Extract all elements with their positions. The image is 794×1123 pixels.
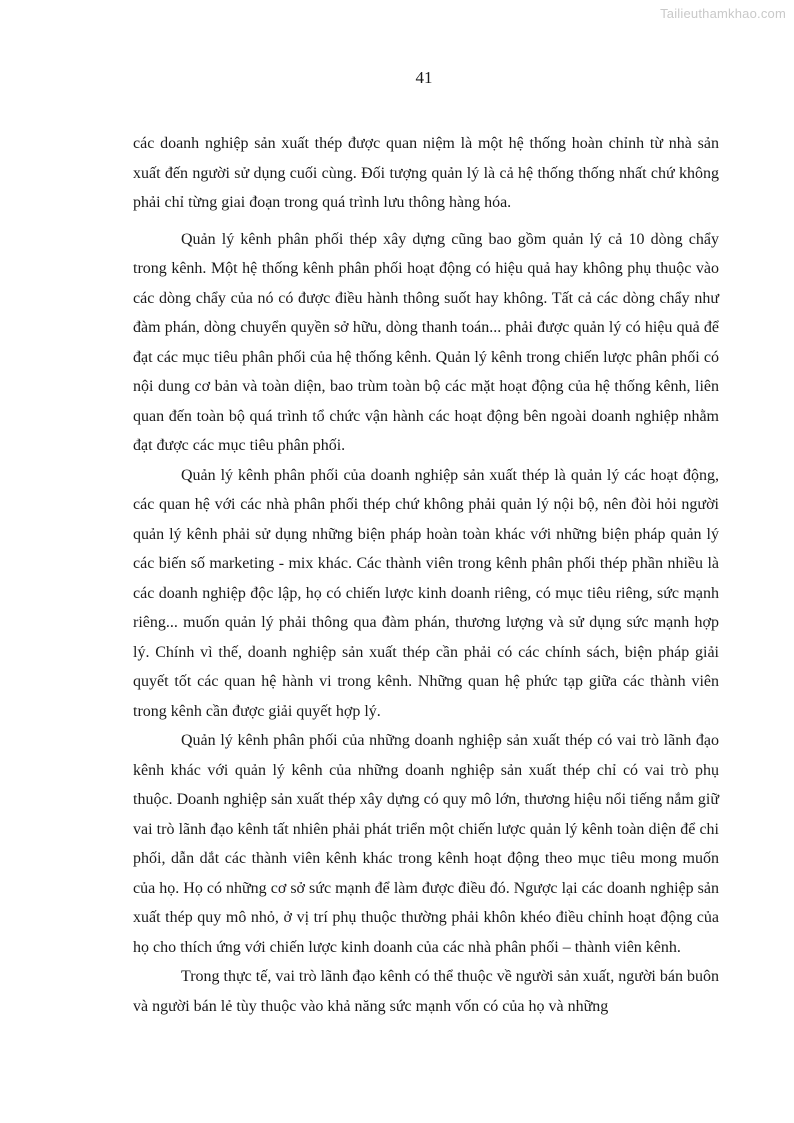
page-number: 41 (415, 68, 433, 87)
watermark: Tailieuthamkhao.com (660, 6, 786, 21)
paragraph: Quản lý kênh phân phối của doanh nghiệp sản xuất thép là quản lý các hoạt động, các quan hệ với các nhà phân phối thép chứ không phải quản lý nội bộ, nên đòi hỏi người quản lý kênh phải sử dụng những biện pháp hoàn toàn khác với những biện pháp quản lý các biến số marketing - mix khác. Các thành viên trong kênh phân phối thép phần nhiều là các doanh nghiệp độc lập, họ có chiến lược kinh doanh riêng, có mục tiêu riêng, sức mạnh riêng... muốn quản lý phải thông qua đàm phán, thương lượng và sử dụng sức mạnh hợp lý. Chính vì thế, doanh nghiệp sản xuất thép cần phải có các chính sách, biện pháp giải quyết tốt các quan hệ hành vi trong kênh. Những quan hệ phức tạp giữa các thành viên trong kênh cần được giải quyết hợp lý. (133, 466, 719, 720)
page-body (133, 129, 719, 1021)
paragraph: Quản lý kênh phân phối của những doanh nghiệp sản xuất thép có vai trò lãnh đạo kênh khác với quản lý kênh của những doanh nghiệp sản xuất thép chỉ có vai trò phụ thuộc. Doanh nghiệp sản xuất thép xây dựng có quy mô lớn, thương hiệu nổi tiếng nắm giữ vai trò lãnh đạo kênh tất nhiên phải phát triển một chiến lược quản lý kênh toàn diện để chi phối, dẫn dắt các thành viên kênh khác trong kênh hoạt động theo mục tiêu mong muốn của họ. Họ có những cơ sở sức mạnh để làm được điều đó. Ngược lại các doanh nghiệp sản xuất thép quy mô nhỏ, ở vị trí phụ thuộc thường phải khôn khéo điều chỉnh hoạt động của họ cho thích ứng với chiến lược kinh doanh của các nhà phân phối – thành viên kênh. (133, 732, 719, 956)
paragraph: Trong thực tế, vai trò lãnh đạo kênh có thể thuộc về người sản xuất, người bán buôn và người bán lẻ tùy thuộc vào khả năng sức mạnh vốn có của họ và những (133, 968, 719, 1015)
paragraph: Quản lý kênh phân phối thép xây dựng cũng bao gồm quản lý cả 10 dòng chẩy trong kênh. Một hệ thống kênh phân phối hoạt động có hiệu quả hay không phụ thuộc vào các dòng chẩy của nó có được điều hành thông suốt hay không. Tất cả các dòng chẩy như đàm phán, dòng chuyển quyền sở hữu, dòng thanh toán... phải được quản lý có hiệu quả để đạt các mục tiêu phân phối của hệ thống kênh. Quản lý kênh trong chiến lược phân phối có nội dung cơ bản và toàn diện, bao trùm toàn bộ các mặt hoạt động của hệ thống kênh, liên quan đến toàn bộ quá trình tổ chức vận hành các hoạt động bên ngoài doanh nghiệp nhằm đạt được các mục tiêu phân phối. (133, 230, 719, 454)
paragraph-continued: các doanh nghiệp sản xuất thép được quan niệm là một hệ thống hoàn chỉnh từ nhà sản xuất đến người sử dụng cuối cùng. Đối tượng quản lý là cả hệ thống thống nhất chứ không phải chỉ từng giai đoạn trong quá trình lưu thông hàng hóa. (133, 135, 719, 211)
